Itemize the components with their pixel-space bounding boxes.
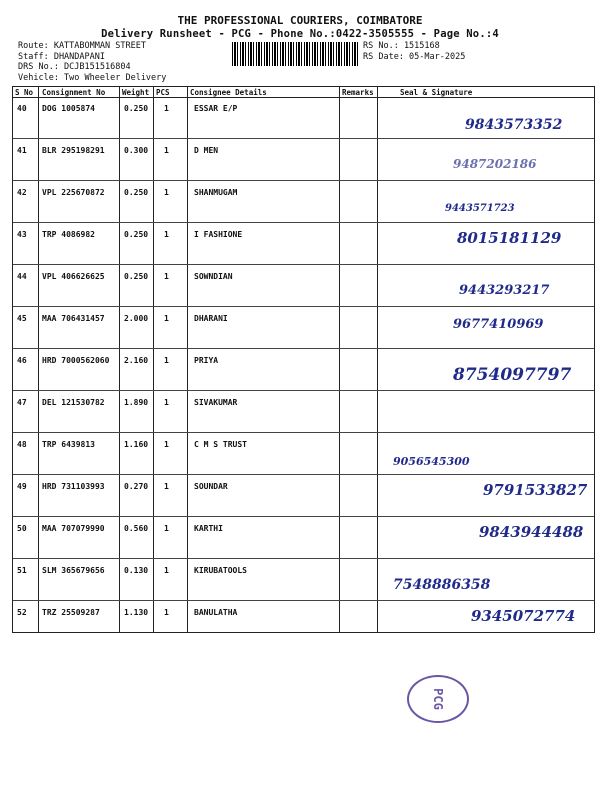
consignment-no: VPL 406626625 — [42, 272, 105, 281]
sno: 47 — [17, 398, 27, 407]
table-row — [13, 475, 594, 517]
consignee: SHANMUGAM — [194, 188, 238, 197]
sno: 40 — [17, 104, 27, 113]
table-row — [13, 97, 594, 139]
company-title: THE PROFESSIONAL COURIERS, COIMBATORE — [177, 14, 423, 27]
col-consignment: Consignment No — [42, 88, 106, 97]
consignee: SOWNDIAN — [194, 272, 233, 281]
consignment-no: SLM 365679656 — [42, 566, 105, 575]
weight: 1.160 — [124, 440, 149, 449]
pcs: 1 — [164, 188, 169, 197]
pcs: 1 — [164, 230, 169, 239]
consignee: SOUNDAR — [194, 482, 228, 491]
sno: 42 — [17, 188, 27, 197]
pcs: 1 — [164, 314, 169, 323]
consignee: KARTHI — [194, 524, 223, 533]
table-row — [13, 223, 594, 265]
signature-phone: 9345072774 — [471, 607, 576, 625]
pcs: 1 — [164, 146, 169, 155]
weight: 0.560 — [124, 524, 149, 533]
pcs: 1 — [164, 272, 169, 281]
consignment-no: TRZ 25509287 — [42, 608, 100, 617]
weight: 2.160 — [124, 356, 149, 365]
stamp-text: PCG — [431, 688, 445, 710]
weight: 2.000 — [124, 314, 149, 323]
vehicle-text: Vehicle: Two Wheeler Delivery — [18, 72, 167, 83]
signature-phone: 9677410969 — [453, 317, 544, 332]
consignment-no: DEL 121530782 — [42, 398, 105, 407]
signature-phone: 9791533827 — [483, 481, 588, 499]
consignee: C M S TRUST — [194, 440, 247, 449]
drs-text: DRS No.: DCJB151516804 — [18, 62, 131, 72]
pcs: 1 — [164, 356, 169, 365]
weight: 0.130 — [124, 566, 149, 575]
sno: 44 — [17, 272, 27, 281]
runsheet-subtitle: Delivery Runsheet - PCG - Phone No.:0422-3505555 - Page No.:4 — [101, 28, 499, 40]
table-body — [13, 97, 594, 642]
signature-phone: 9056545300 — [393, 455, 470, 468]
col-seal-signature: Seal & Signature — [400, 88, 473, 97]
table-row — [13, 517, 594, 559]
pcs: 1 — [164, 566, 169, 575]
col-pcs: PCS — [156, 88, 170, 97]
staff-text: Staff: DHANDAPANI — [18, 51, 105, 62]
consignment-no: HRD 731103993 — [42, 482, 105, 491]
consignee: SIVAKUMAR — [194, 398, 238, 407]
weight: 1.890 — [124, 398, 149, 407]
sno: 50 — [17, 524, 27, 533]
signature-phone: 8754097797 — [453, 365, 572, 385]
consignee: KIRUBATOOLS — [194, 566, 247, 575]
consignment-no: MAA 706431457 — [42, 314, 105, 323]
pcs: 1 — [164, 104, 169, 113]
table-row — [13, 391, 594, 433]
rs-date-text: RS Date: 05-Mar-2025 — [363, 51, 466, 62]
runsheet-table — [12, 86, 595, 633]
consignment-no: TRP 6439813 — [42, 440, 95, 449]
table-row — [13, 559, 594, 601]
barcode — [232, 42, 358, 66]
consignment-no: MAA 707079990 — [42, 524, 105, 533]
consignment-no: HRD 7000562060 — [42, 356, 110, 365]
signature-phone: 8015181129 — [457, 229, 562, 247]
consignee: BANULATHA — [194, 608, 238, 617]
consignee: D MEN — [194, 146, 219, 155]
sno: 43 — [17, 230, 27, 239]
sno: 46 — [17, 356, 27, 365]
consignee: ESSAR E/P — [194, 104, 238, 113]
consignment-no: DOG 1005874 — [42, 104, 95, 113]
consignee: I FASHIONE — [194, 230, 243, 239]
consignee: PRIYA — [194, 356, 219, 365]
consignment-no: VPL 225670872 — [42, 188, 105, 197]
weight: 0.250 — [124, 188, 149, 197]
pcg-stamp — [407, 675, 469, 723]
sno: 45 — [17, 314, 27, 323]
meta-right — [363, 41, 465, 62]
weight: 0.270 — [124, 482, 149, 491]
consignee: DHARANI — [194, 314, 228, 323]
signature-phone: 7548886358 — [393, 577, 491, 593]
rs-no-text: RS No.: 1515168 — [363, 41, 440, 51]
pcs: 1 — [164, 398, 169, 407]
signature-phone: 9843573352 — [465, 117, 563, 133]
table-row — [13, 181, 594, 223]
sno: 41 — [17, 146, 27, 155]
pcs: 1 — [164, 524, 169, 533]
col-sno: S No — [15, 88, 34, 97]
weight: 0.250 — [124, 272, 149, 281]
table-row — [13, 349, 594, 391]
table-row — [13, 433, 594, 475]
route-text: Route: KATTABOMMAN STREET — [18, 41, 146, 51]
col-remarks: Remarks — [342, 88, 374, 97]
consignment-no: TRP 4086982 — [42, 230, 95, 239]
col-weight: Weight — [122, 88, 150, 97]
table-row — [13, 601, 594, 642]
table-row — [13, 265, 594, 307]
pcs: 1 — [164, 440, 169, 449]
weight: 0.250 — [124, 104, 149, 113]
consignment-no: BLR 295198291 — [42, 146, 105, 155]
sno: 48 — [17, 440, 27, 449]
signature-phone: 9843944488 — [479, 523, 584, 541]
signature-phone: 9443293217 — [459, 283, 550, 298]
sno: 51 — [17, 566, 27, 575]
signature-phone: 9487202186 — [453, 157, 537, 171]
col-consignee: Consignee Details — [190, 88, 267, 97]
table-row — [13, 139, 594, 181]
weight: 0.250 — [124, 230, 149, 239]
pcs: 1 — [164, 482, 169, 491]
weight: 0.300 — [124, 146, 149, 155]
signature-phone: 9443571723 — [445, 203, 515, 214]
sno: 49 — [17, 482, 27, 491]
sno: 52 — [17, 608, 27, 617]
pcs: 1 — [164, 608, 169, 617]
table-row — [13, 307, 594, 349]
weight: 1.130 — [124, 608, 149, 617]
meta-left — [18, 41, 166, 83]
